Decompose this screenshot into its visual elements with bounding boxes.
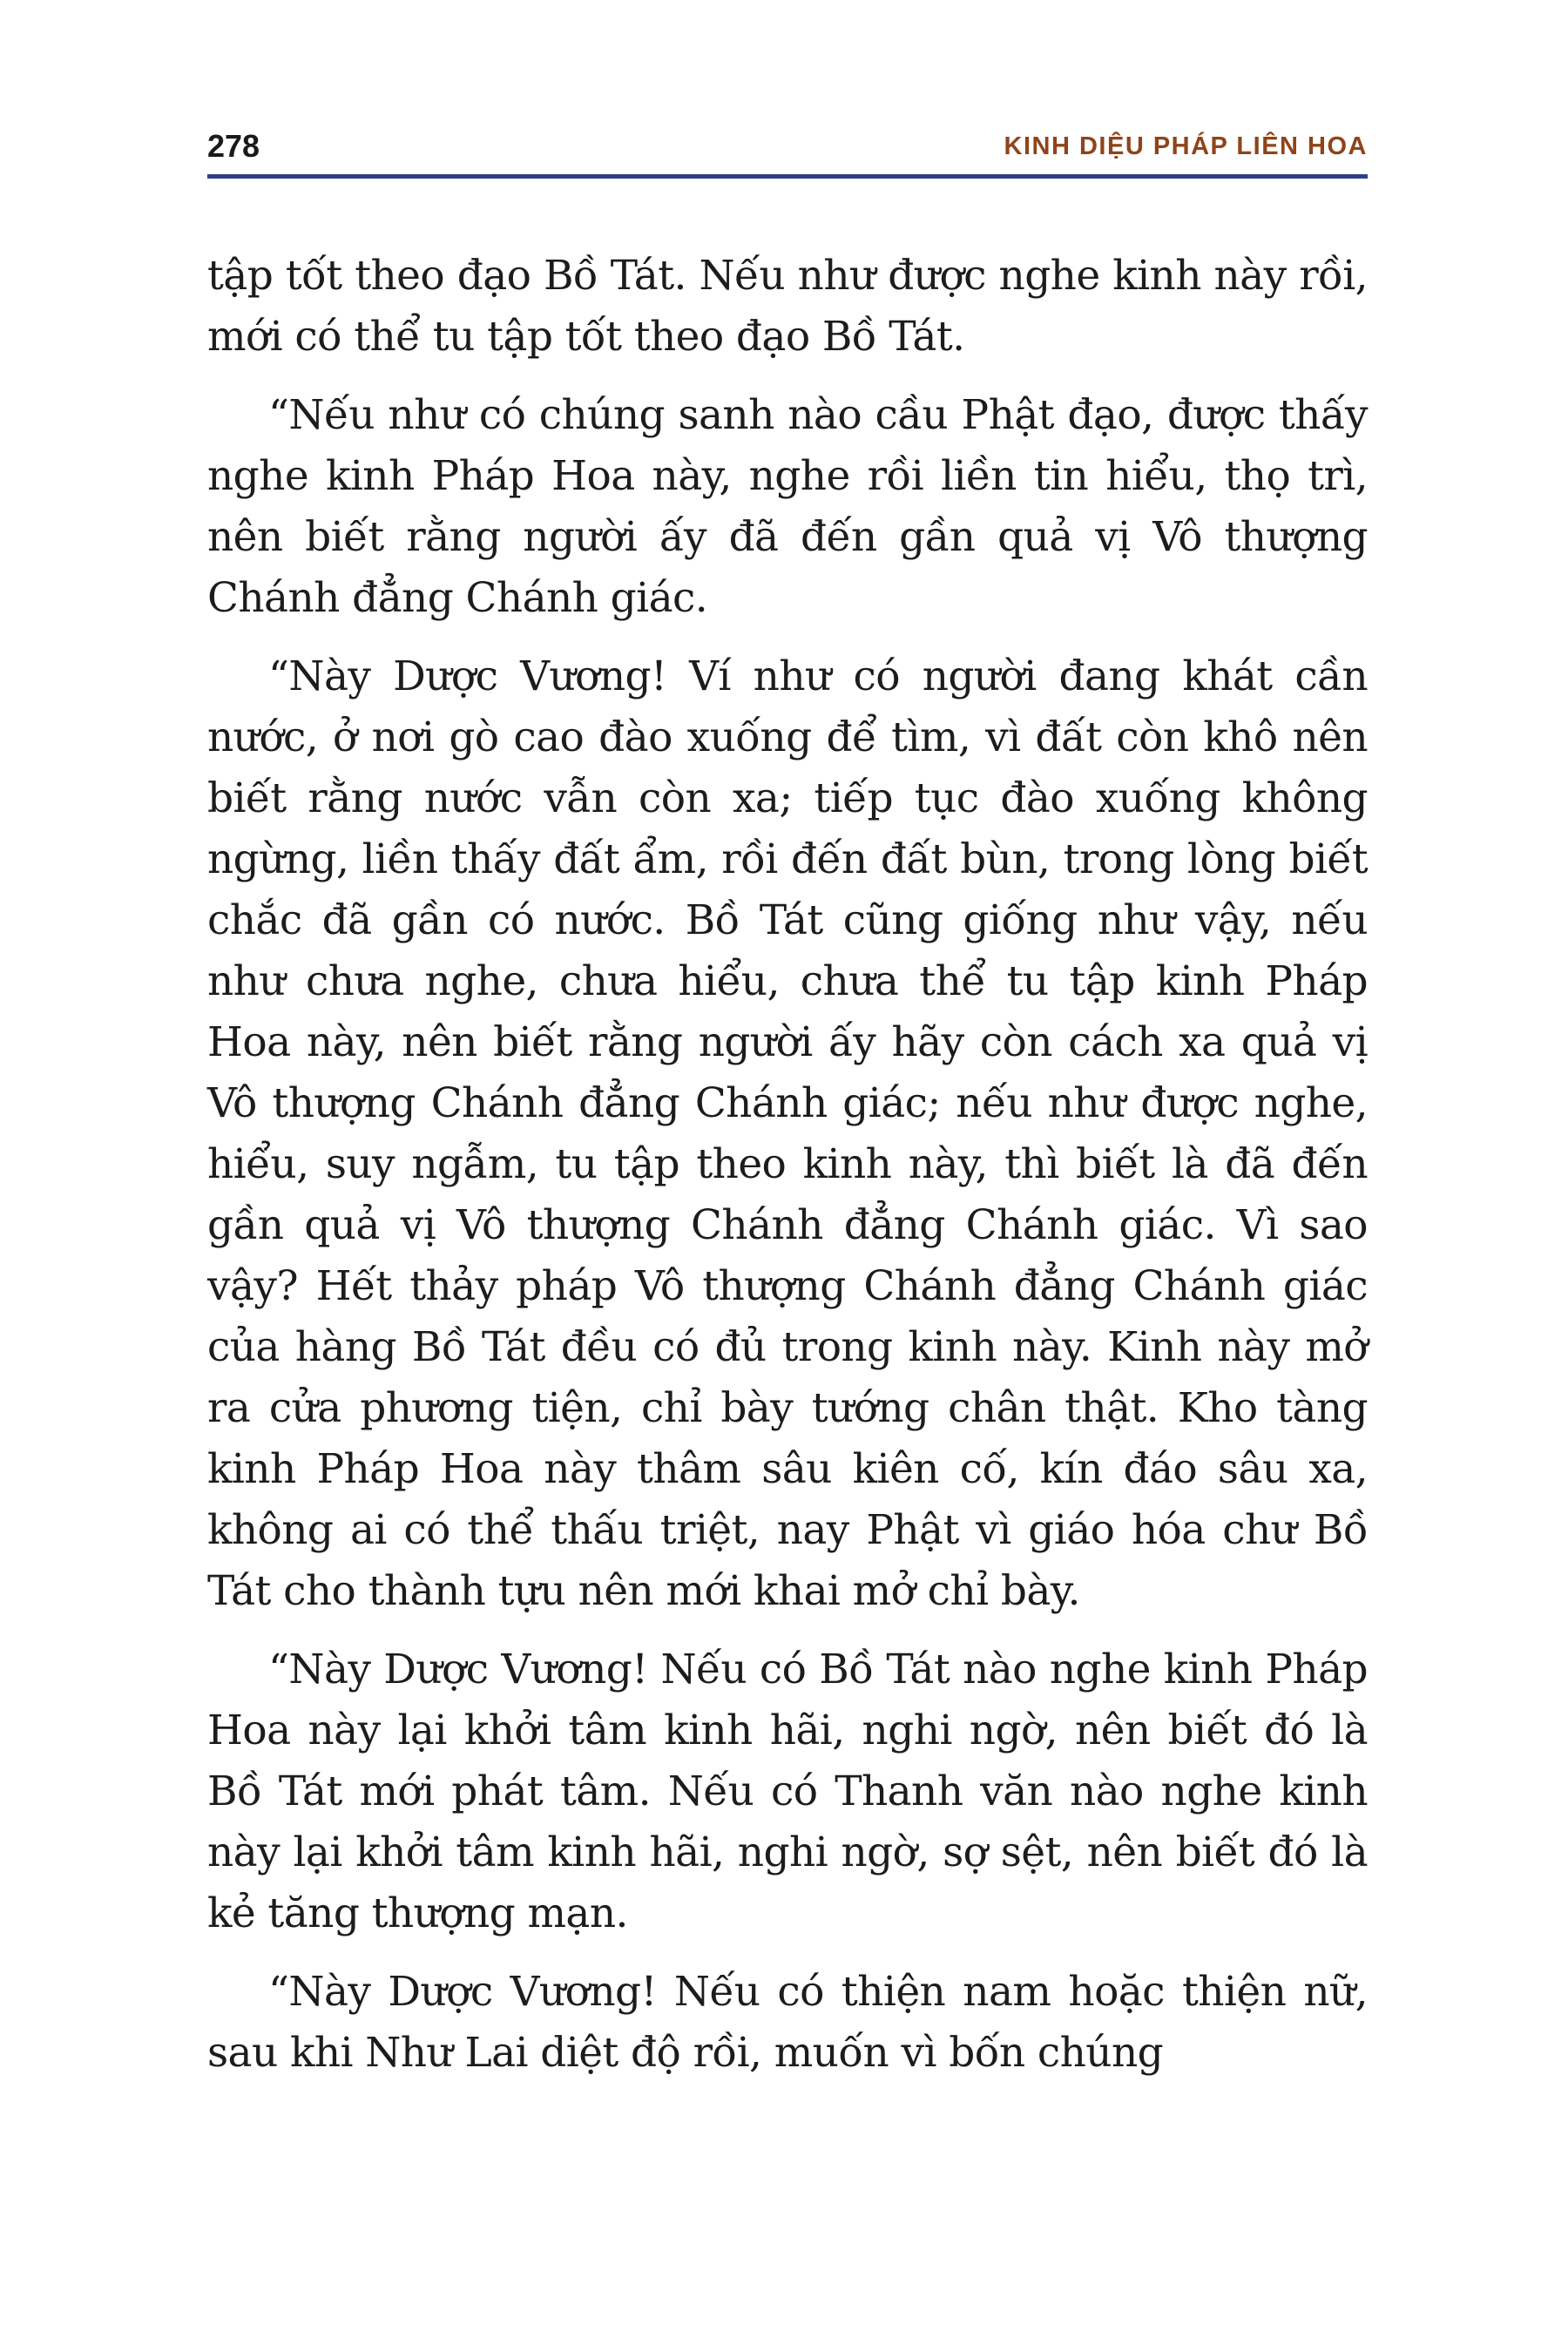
page-number: 278 — [207, 128, 260, 164]
header-rule — [207, 174, 1368, 179]
paragraph-continuation: tập tốt theo đạo Bồ Tát. Nếu như được nghe kinh này rồi, mới có thể tu tập tốt theo đạo Bồ Tát. — [207, 252, 1368, 361]
paragraph: “Nếu như có chúng sanh nào cầu Phật đạo, được thấy nghe kinh Pháp Hoa này, nghe rồi liền tin hiểu, thọ trì, nên biết rằng người ấy đã đến gần quả vị Vô thượng Chánh đẳng Chánh giác. — [207, 391, 1368, 622]
running-header — [207, 120, 1368, 169]
body-text — [207, 246, 1368, 2101]
paragraph: “Này Dược Vương! Nếu có Bồ Tát nào nghe kinh Pháp Hoa này lại khởi tâm kinh hãi, nghi ngờ, nên biết đó là Bồ Tát mới phát tâm. Nếu có Thanh văn nào nghe kinh này lại khởi tâm kinh hãi, nghi ngờ, sợ sệt, nên biết đó là kẻ tăng thượng mạn. — [207, 1646, 1368, 1937]
paragraph: “Này Dược Vương! Nếu có thiện nam hoặc thiện nữ, sau khi Như Lai diệt độ rồi, muốn vì bốn chúng — [207, 1968, 1368, 2077]
paragraph: “Này Dược Vương! Ví như có người đang khát cần nước, ở nơi gò cao đào xuống để tìm, vì đất còn khô nên biết rằng nước vẫn còn xa; tiếp tục đào xuống không ngừng, liền thấy đất ẩm, rồi đến đất bùn, trong lòng biết chắc đã gần có nước. Bồ Tát cũng giống như vậy, nếu như chưa nghe, chưa hiểu, chưa thể tu tập kinh Pháp Hoa này, nên biết rằng người ấy hãy còn cách xa quả vị Vô thượng Chánh đẳng Chánh giác; nếu như được nghe, hiểu, suy ngẫm, tu tập theo kinh này, thì biết là đã đến gần quả vị Vô thượng Chánh đẳng Chánh giác. Vì sao vậy? Hết thảy pháp Vô thượng Chánh đẳng Chánh giác của hàng Bồ Tát đều có đủ trong kinh này. Kinh này mở ra cửa phương tiện, chỉ bày tướng chân thật. Kho tàng kinh Pháp Hoa này thâm sâu kiên cố, kín đáo sâu xa, không ai có thể thấu triệt, nay Phật vì giáo hóa chư Bồ Tát cho thành tựu nên mới khai mở chỉ bày. — [207, 652, 1368, 1615]
book-title: KINH DIỆU PHÁP LIÊN HOA — [1004, 132, 1368, 160]
